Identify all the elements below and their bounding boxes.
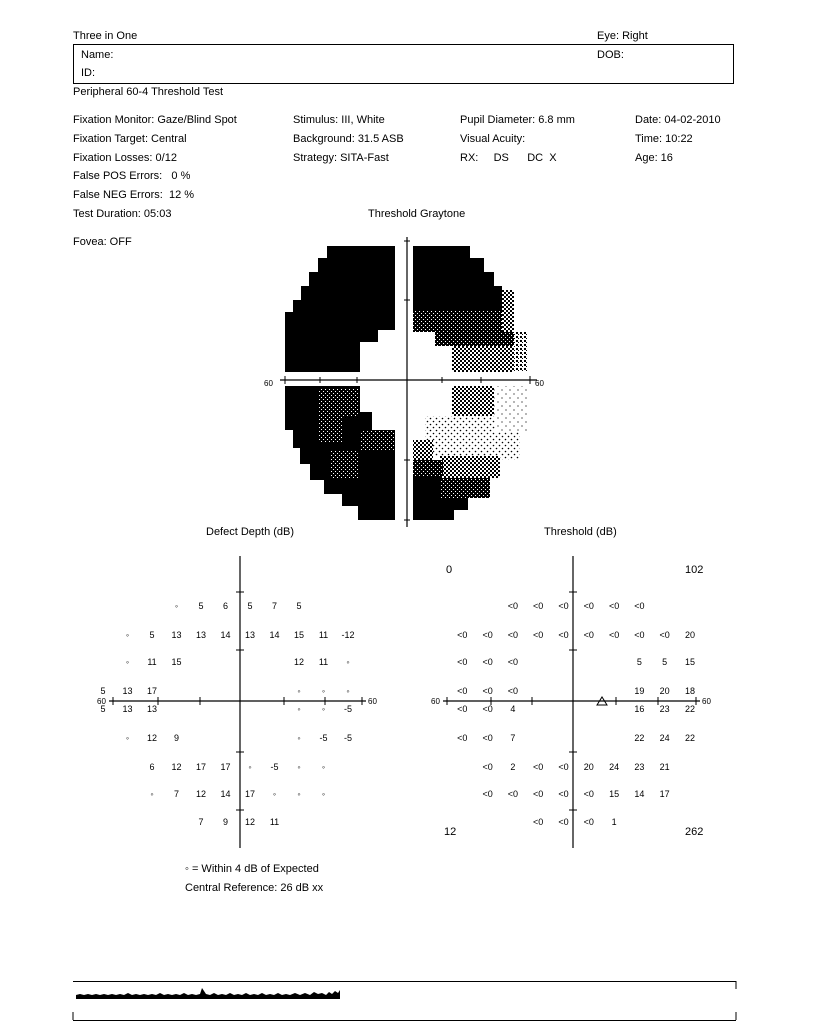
defect-cell: 5 xyxy=(100,686,106,696)
defect-cell: ◦ xyxy=(248,762,252,772)
graytone-patch xyxy=(413,310,503,332)
param-strategy: Strategy: SITA-Fast xyxy=(293,152,389,164)
defect-cell: 17 xyxy=(146,686,157,696)
threshold-cell: <0 xyxy=(507,630,519,640)
report-title: Three in One xyxy=(73,30,138,42)
param-fixation-losses: Fixation Losses: 0/12 xyxy=(73,152,177,164)
defect-cell: ◦ xyxy=(297,762,301,772)
defect-cell: 17 xyxy=(195,762,206,772)
defect-cell: 12 xyxy=(244,817,255,827)
param-pupil: Pupil Diameter: 6.8 mm xyxy=(460,114,575,126)
graytone-patch xyxy=(494,386,528,432)
threshold-cell: <0 xyxy=(583,817,594,827)
threshold-cell: <0 xyxy=(583,789,594,799)
threshold-cell: 24 xyxy=(659,733,670,743)
threshold-cell: 7 xyxy=(510,733,516,743)
defect-cell: 15 xyxy=(171,657,182,667)
threshold-cell: 24 xyxy=(609,762,620,772)
threshold-cell: 5 xyxy=(662,657,668,667)
defect-cell: 7 xyxy=(173,789,179,799)
threshold-cell: <0 xyxy=(583,630,594,640)
defect-cell: ◦ xyxy=(297,733,301,743)
defect-cell: ◦ xyxy=(297,686,301,696)
threshold-cell: <0 xyxy=(533,789,544,799)
threshold-corner-bottom-left: 12 xyxy=(444,826,457,838)
threshold-cell: <0 xyxy=(558,630,569,640)
defect-cell: ◦ xyxy=(321,704,326,714)
defect-cell: -5 xyxy=(319,733,328,743)
threshold-cell: <0 xyxy=(482,630,493,640)
param-background: Background: 31.5 ASB xyxy=(293,133,404,145)
threshold-cell: <0 xyxy=(482,686,493,696)
param-fixation-monitor: Fixation Monitor: Gaze/Blind Spot xyxy=(73,114,237,126)
defect-cell: ◦ xyxy=(174,601,179,611)
threshold-cell: 22 xyxy=(684,704,695,714)
legend-within: ◦ = Within 4 dB of Expected xyxy=(185,863,319,875)
defect-cell: 12 xyxy=(195,789,206,799)
threshold-cell: <0 xyxy=(533,630,544,640)
defect-cell: ◦ xyxy=(125,630,130,640)
defect-cell: 7 xyxy=(198,817,204,827)
threshold-title: Threshold (dB) xyxy=(544,526,617,538)
threshold-cell: <0 xyxy=(507,601,519,611)
threshold-cell: 23 xyxy=(659,704,670,714)
threshold-cell: 18 xyxy=(684,686,695,696)
threshold-cell: 20 xyxy=(659,686,670,696)
defect-cell: 17 xyxy=(244,789,255,799)
defect-cell: -5 xyxy=(270,762,279,772)
graytone-patch xyxy=(425,416,495,456)
graytone-patch xyxy=(452,386,494,416)
threshold-cell: <0 xyxy=(558,789,569,799)
id-field-label: ID: xyxy=(81,67,96,79)
param-stimulus: Stimulus: III, White xyxy=(293,114,385,126)
graytone-region-upper-right xyxy=(413,246,502,310)
threshold-cell: <0 xyxy=(608,601,620,611)
defect-cell: 17 xyxy=(220,762,231,772)
threshold-cell: <0 xyxy=(457,686,468,696)
threshold-cell: <0 xyxy=(457,704,468,714)
threshold-cell: 19 xyxy=(634,686,645,696)
graytone-patch xyxy=(360,430,395,450)
defect-cell: 13 xyxy=(195,630,206,640)
defect-cell: 9 xyxy=(173,733,179,743)
defect-cell: 14 xyxy=(269,630,280,640)
threshold-cell: <0 xyxy=(507,789,519,799)
threshold-cell: 15 xyxy=(609,789,620,799)
defect-cell: 11 xyxy=(318,657,329,667)
threshold-cell: <0 xyxy=(507,686,519,696)
graytone-patch xyxy=(330,450,358,478)
threshold-cell: 4 xyxy=(510,704,516,714)
defect-cell: 13 xyxy=(122,704,133,714)
footer-bottom-rule xyxy=(73,1020,736,1021)
threshold-axis-right-label: 60 xyxy=(702,697,711,706)
graytone-patch xyxy=(440,456,500,478)
threshold-cell: <0 xyxy=(533,601,544,611)
defect-cell: 6 xyxy=(149,762,155,772)
graytone-title: Threshold Graytone xyxy=(368,208,466,220)
defect-cell: 6 xyxy=(222,601,228,611)
param-test-duration: Test Duration: 05:03 xyxy=(73,208,172,220)
threshold-cell: 17 xyxy=(659,789,670,799)
threshold-cell: 5 xyxy=(636,657,642,667)
graytone-patch xyxy=(514,332,528,372)
graytone-patch xyxy=(318,416,342,442)
threshold-cell: 23 xyxy=(634,762,645,772)
defect-cell: ◦ xyxy=(150,789,154,799)
defect-cell: 14 xyxy=(220,789,231,799)
threshold-cell: <0 xyxy=(457,630,468,640)
eye-label: Eye: Right xyxy=(597,30,648,42)
defect-cell: 5 xyxy=(296,601,302,611)
defect-cell: 15 xyxy=(293,630,304,640)
defect-cell: 11 xyxy=(318,630,329,640)
defect-cell: 12 xyxy=(171,762,182,772)
defect-cell: ◦ xyxy=(297,789,301,799)
threshold-cell: 20 xyxy=(684,630,695,640)
graytone-patch xyxy=(318,388,358,416)
threshold-cell: <0 xyxy=(558,762,569,772)
graytone-patch xyxy=(440,478,490,498)
graytone-region-upper-left xyxy=(285,246,395,372)
threshold-cell: <0 xyxy=(482,789,493,799)
threshold-cell: <0 xyxy=(457,733,468,743)
defect-cell: ◦ xyxy=(272,789,277,799)
threshold-cell: <0 xyxy=(558,601,569,611)
threshold-cell: <0 xyxy=(482,762,493,772)
defect-cell: 5 xyxy=(198,601,204,611)
defect-cell: 11 xyxy=(269,817,280,827)
defect-cell: 13 xyxy=(122,686,133,696)
defect-axis-left-label: 60 xyxy=(97,697,106,706)
threshold-cell: <0 xyxy=(659,630,670,640)
defect-cell: 13 xyxy=(244,630,255,640)
threshold-cell: 22 xyxy=(634,733,645,743)
threshold-cell: <0 xyxy=(634,630,645,640)
threshold-cell: 1 xyxy=(611,817,617,827)
defect-cell: ◦ xyxy=(346,686,350,696)
param-false-neg: False NEG Errors: 12 % xyxy=(73,189,195,201)
defect-cell: -12 xyxy=(341,630,355,640)
threshold-cell: <0 xyxy=(533,817,544,827)
graytone-patch xyxy=(452,346,520,372)
defect-depth-title: Defect Depth (dB) xyxy=(206,526,295,538)
threshold-cell: <0 xyxy=(482,657,493,667)
threshold-corner-top-left: 0 xyxy=(446,564,453,576)
threshold-cell: 2 xyxy=(510,762,516,772)
defect-cell: 12 xyxy=(293,657,304,667)
fovea-status: Fovea: OFF xyxy=(73,236,132,248)
legend-central-reference: Central Reference: 26 dB xx xyxy=(185,882,324,894)
defect-cell: 5 xyxy=(100,704,106,714)
footer-eye-tracking-graph xyxy=(76,988,340,999)
threshold-cell: 16 xyxy=(634,704,645,714)
name-field-label: Name: xyxy=(81,49,114,61)
threshold-axis-left-label: 60 xyxy=(431,697,440,706)
threshold-cell: <0 xyxy=(482,733,493,743)
param-false-pos: False POS Errors: 0 % xyxy=(73,170,191,182)
dob-field-label: DOB: xyxy=(597,49,624,61)
param-age: Age: 16 xyxy=(635,152,673,164)
threshold-cell: 14 xyxy=(634,789,645,799)
defect-cell: 5 xyxy=(149,630,155,640)
defect-cell: ◦ xyxy=(321,686,326,696)
threshold-cell: <0 xyxy=(482,704,493,714)
graytone-patch xyxy=(502,290,514,332)
defect-axis-right-label: 60 xyxy=(368,697,377,706)
defect-cell: 9 xyxy=(222,817,228,827)
threshold-cell: <0 xyxy=(533,762,544,772)
graytone-axis-right-label: 60 xyxy=(535,379,544,388)
defect-cell: -5 xyxy=(343,733,352,743)
defect-cell: 5 xyxy=(247,601,253,611)
defect-cell: 7 xyxy=(271,601,277,611)
defect-cell: 14 xyxy=(220,630,231,640)
param-time: Time: 10:22 xyxy=(635,133,693,145)
param-date: Date: 04-02-2010 xyxy=(635,114,721,126)
defect-cell: 13 xyxy=(171,630,182,640)
threshold-cell: <0 xyxy=(634,601,645,611)
threshold-corner-bottom-right: 262 xyxy=(685,826,704,838)
defect-cell: ◦ xyxy=(321,789,326,799)
threshold-cell: 22 xyxy=(684,733,695,743)
threshold-cell: <0 xyxy=(457,657,468,667)
threshold-cell: <0 xyxy=(583,601,594,611)
threshold-cell: <0 xyxy=(507,657,519,667)
defect-cell: -5 xyxy=(343,704,352,714)
threshold-cell: <0 xyxy=(608,630,620,640)
defect-cell: ◦ xyxy=(321,762,326,772)
graytone-patch xyxy=(494,432,520,460)
graytone-patch xyxy=(413,460,443,476)
defect-cell: ◦ xyxy=(297,704,301,714)
graytone-patch xyxy=(413,440,433,460)
param-acuity: Visual Acuity: xyxy=(460,133,526,145)
footer-top-rule xyxy=(73,981,736,982)
graytone-axis-left-label: 60 xyxy=(264,379,273,388)
threshold-cell: <0 xyxy=(558,817,569,827)
param-fixation-target: Fixation Target: Central xyxy=(73,133,187,145)
param-rx: RX: DS DC X xyxy=(460,152,557,164)
defect-cell: 13 xyxy=(146,704,157,714)
defect-cell: ◦ xyxy=(125,657,130,667)
defect-cell: 11 xyxy=(147,657,157,667)
test-name: Peripheral 60-4 Threshold Test xyxy=(73,86,224,98)
defect-cell: ◦ xyxy=(125,733,130,743)
defect-cell: ◦ xyxy=(346,657,350,667)
threshold-cell: 21 xyxy=(659,762,670,772)
graytone-patch xyxy=(435,332,517,346)
threshold-cell: 20 xyxy=(583,762,594,772)
defect-cell: 12 xyxy=(146,733,157,743)
threshold-cell: 15 xyxy=(684,657,695,667)
threshold-corner-top-right: 102 xyxy=(685,564,704,576)
